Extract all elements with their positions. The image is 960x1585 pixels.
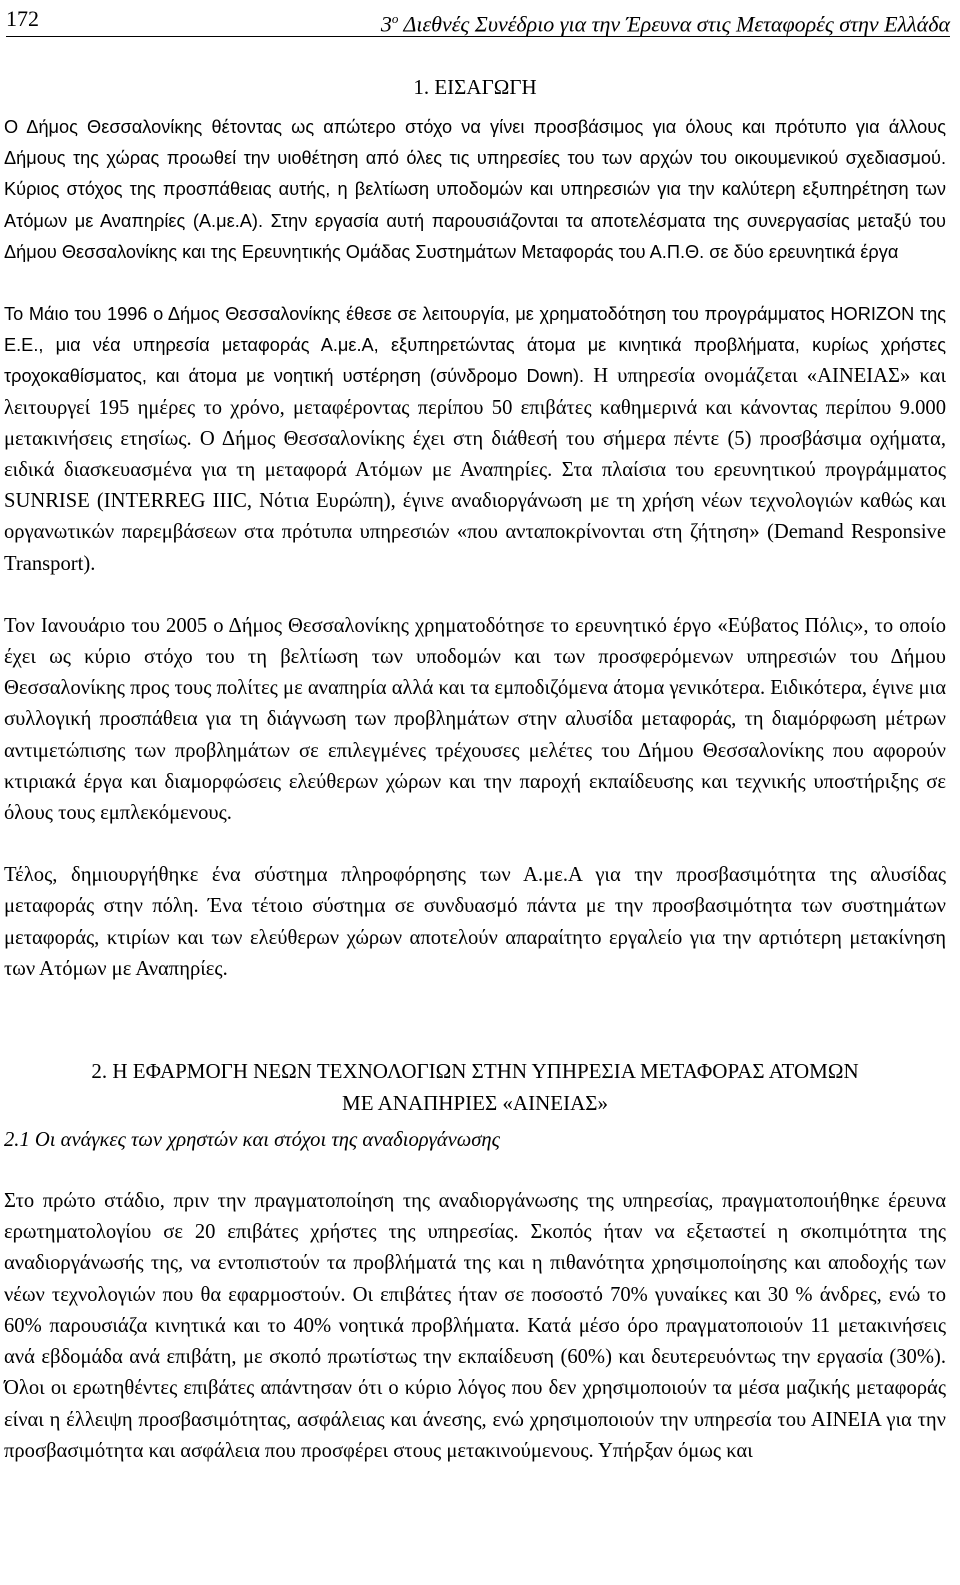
running-title: $3^o$ Διεθνές Συνέδριο για την Έρευνα στις Μεταφορές στην Ελλάδα: [380, 11, 950, 37]
running-header: [6, 2, 950, 37]
paragraph-intro-1: Ο Δήμος Θεσσαλονίκης θέτοντας ως απώτερο στόχο να γίνει προσβάσιμος για όλους και πρότυπο για άλλους Δήμους της χώρας προωθεί την υιοθέτηση από όλες τις υπηρεσίες του των αρχών του οικουμενικού σχεδιασμού. Κύριος στόχος της προσπάθειας αυτής, η βελτίωση υποδομών και υπηρεσιών για την καλύτερη εξυπηρέτηση των Ατόμων με Αναπηρίες (Α.με.Α). Στην εργασία αυτή παρουσιάζονται τα αποτελέσματα της συνεργασίας μεταξύ του Δήμου Θεσσαλονίκης και της Ερευνητικής Ομάδας Συστημάτων Μεταφοράς του Α.Π.Θ. σε δύο ερευνητικά έργα: [4, 117, 946, 262]
paragraph-intro-2: Το Μάιο του 1996 ο Δήμος Θεσσαλονίκης έθεσε σε λειτουργία, με χρηματοδότηση του προγράμματος HORIZON της Ε.Ε., μια νέα υπηρεσία μεταφοράς Α.με.Α, εξυπηρετώντας άτομα με κινητικά προβλήματα, κυρίως χρήστες τροχοκαθίσματος, και άτομα με νοητική υστέρηση (σύνδρομο Down). Η υπηρεσία ονομάζεται «ΑΙΝΕΙΑΣ» και λειτουργεί 195 ημέρες το χρόνο, μεταφέροντας περίπου 50 επιβάτες καθημερινά και κάνοντας περίπου 9.000 μετακινήσεις ετησίως. Ο Δήμος Θεσσαλονίκης έχει στη διάθεσή του σήμερα πέντε (5) προσβάσιμα οχήματα, ειδικά διασκευασμένα για τη μεταφορά Ατόμων με Αναπηρίες. Στα πλαίσια του ερευνητικού προγράμματος SUNRISE (INTERREG IIIC, Νότια Ευρώπη), έγινε αναδιοργάνωση με τη χρήση νέων τεχνολογιών καθώς και οργανωτικών παρεμβάσεων στα πρότυπα υπηρεσιών «που ανταποκρίνονται στη ζήτηση» (Demand Responsive Transport).: [4, 304, 946, 575]
page-number: 172: [6, 6, 39, 31]
section-heading-introduction: 1. ΕΙΣΑΓΩΓΗ: [413, 75, 537, 99]
section-heading-new-technologies: 2. Η ΕΦΑΡΜΟΓΗ ΝΕΩΝ ΤΕΧΝΟΛΟΓΙΩΝ ΣΤΗΝ ΥΠΗΡΕΣΙΑ ΜΕΤΑΦΟΡΑΣ ΑΤΟΜΩΝ ΜΕ ΑΝΑΠΗΡΙΕΣ «ΑΙΝΕΙΑΣ»: [91, 1059, 859, 1116]
paragraph-intro-3: Τον Ιανουάριο του 2005 ο Δήμος Θεσσαλονίκης χρηματοδότησε το ερευνητικό έργο «Εύβατος Πόλις», το οποίο έχει ως κύριο στόχο του τη βελτίωση των υποδομών και των προσφερόμενων υπηρεσιών του Δήμου Θεσσαλονίκης προς τους πολίτες με αναπηρία αλλά και τα εμποδιζόμενα άτομα γενικότερα. Ειδικότερα, έγινε μια συλλογική προσπάθεια για τη διάγνωση των προβλημάτων στην αλυσίδα μεταφοράς, τη διαμόρφωση μέτρων αντιμετώπισης των προβλημάτων σε επιλεγμένες τρέχουσες μελέτες του Δήμου Θεσσαλονίκης που αφορούν κτιριακά έργα και διαμορφώσεις ελεύθερων χώρων και την παροχή εκπαίδευσης και τεχνικής υποστήριξης σε όλους τους εμπλεκόμενους.: [4, 614, 946, 825]
subsection-heading-user-needs: 2.1 Οι ανάγκες των χρηστών και στόχοι της αναδιοργάνωσης: [4, 1129, 500, 1152]
paragraph-intro-4: Τέλος, δημιουργήθηκε ένα σύστημα πληροφόρησης των Α.με.Α για την προσβασιμότητα της αλυσίδας μεταφοράς στην πόλη. Ένα τέτοιο σύστημα σε συνδυασμό πάντα με την προσβασιμότητα των συστημάτων μεταφοράς, κτιρίων και των ελεύθερων χώρων αποτελούν απαραίτητο εργαλείο για την αρτιότερη μετακίνηση των Ατόμων με Αναπηρίες.: [4, 864, 946, 980]
body-text: [4, 71, 946, 1467]
paragraph-user-needs: Στο πρώτο στάδιο, πριν την πραγματοποίηση της αναδιοργάνωσης της υπηρεσίας, πραγματοποιήθηκε έρευνα ερωτηματολογίου σε 20 επιβάτες χρήστες της υπηρεσίας. Σκοπός ήταν να εξεταστεί η σκοπιμότητα της αναδιοργάνωσής της, να εντοπιστούν τα προβλήματά της και η πιθανότητα χρησιμοποίησης και αποδοχής των νέων τεχνολογιών που θα εφαρμοστούν. Οι επιβάτες ήταν σε ποσοστό 70% γυναίκες και 30 % άνδρες, ενώ το 60% παρουσιάζα κινητικά και το 40% νοητικά προβλήματα. Κατά μέσο όρο πραγματοποιούν 11 μετακινήσεις ανά εβδομάδα ανά επιβάτη, με σκοπό πρωτίστως την εκπαίδευση (60%) και δευτερευόντως την εργασία (30%). Όλοι οι ερωτηθέντες επιβάτες απάντησαν ότι ο κύριο λόγος που δεν χρησιμοποιούν τα μέσα μαζικής μεταφοράς είναι η έλλειψη προσβασιμότητας, ασφάλειας και άνεσης, ενώ χρησιμοποιούν την υπηρεσία του ΑΙΝΕΙΑ για την προσβασιμότητα και ασφάλεια που προσφέρει στους μετακινούμενους. Υπήρξαν όμως και: [4, 1190, 946, 1462]
